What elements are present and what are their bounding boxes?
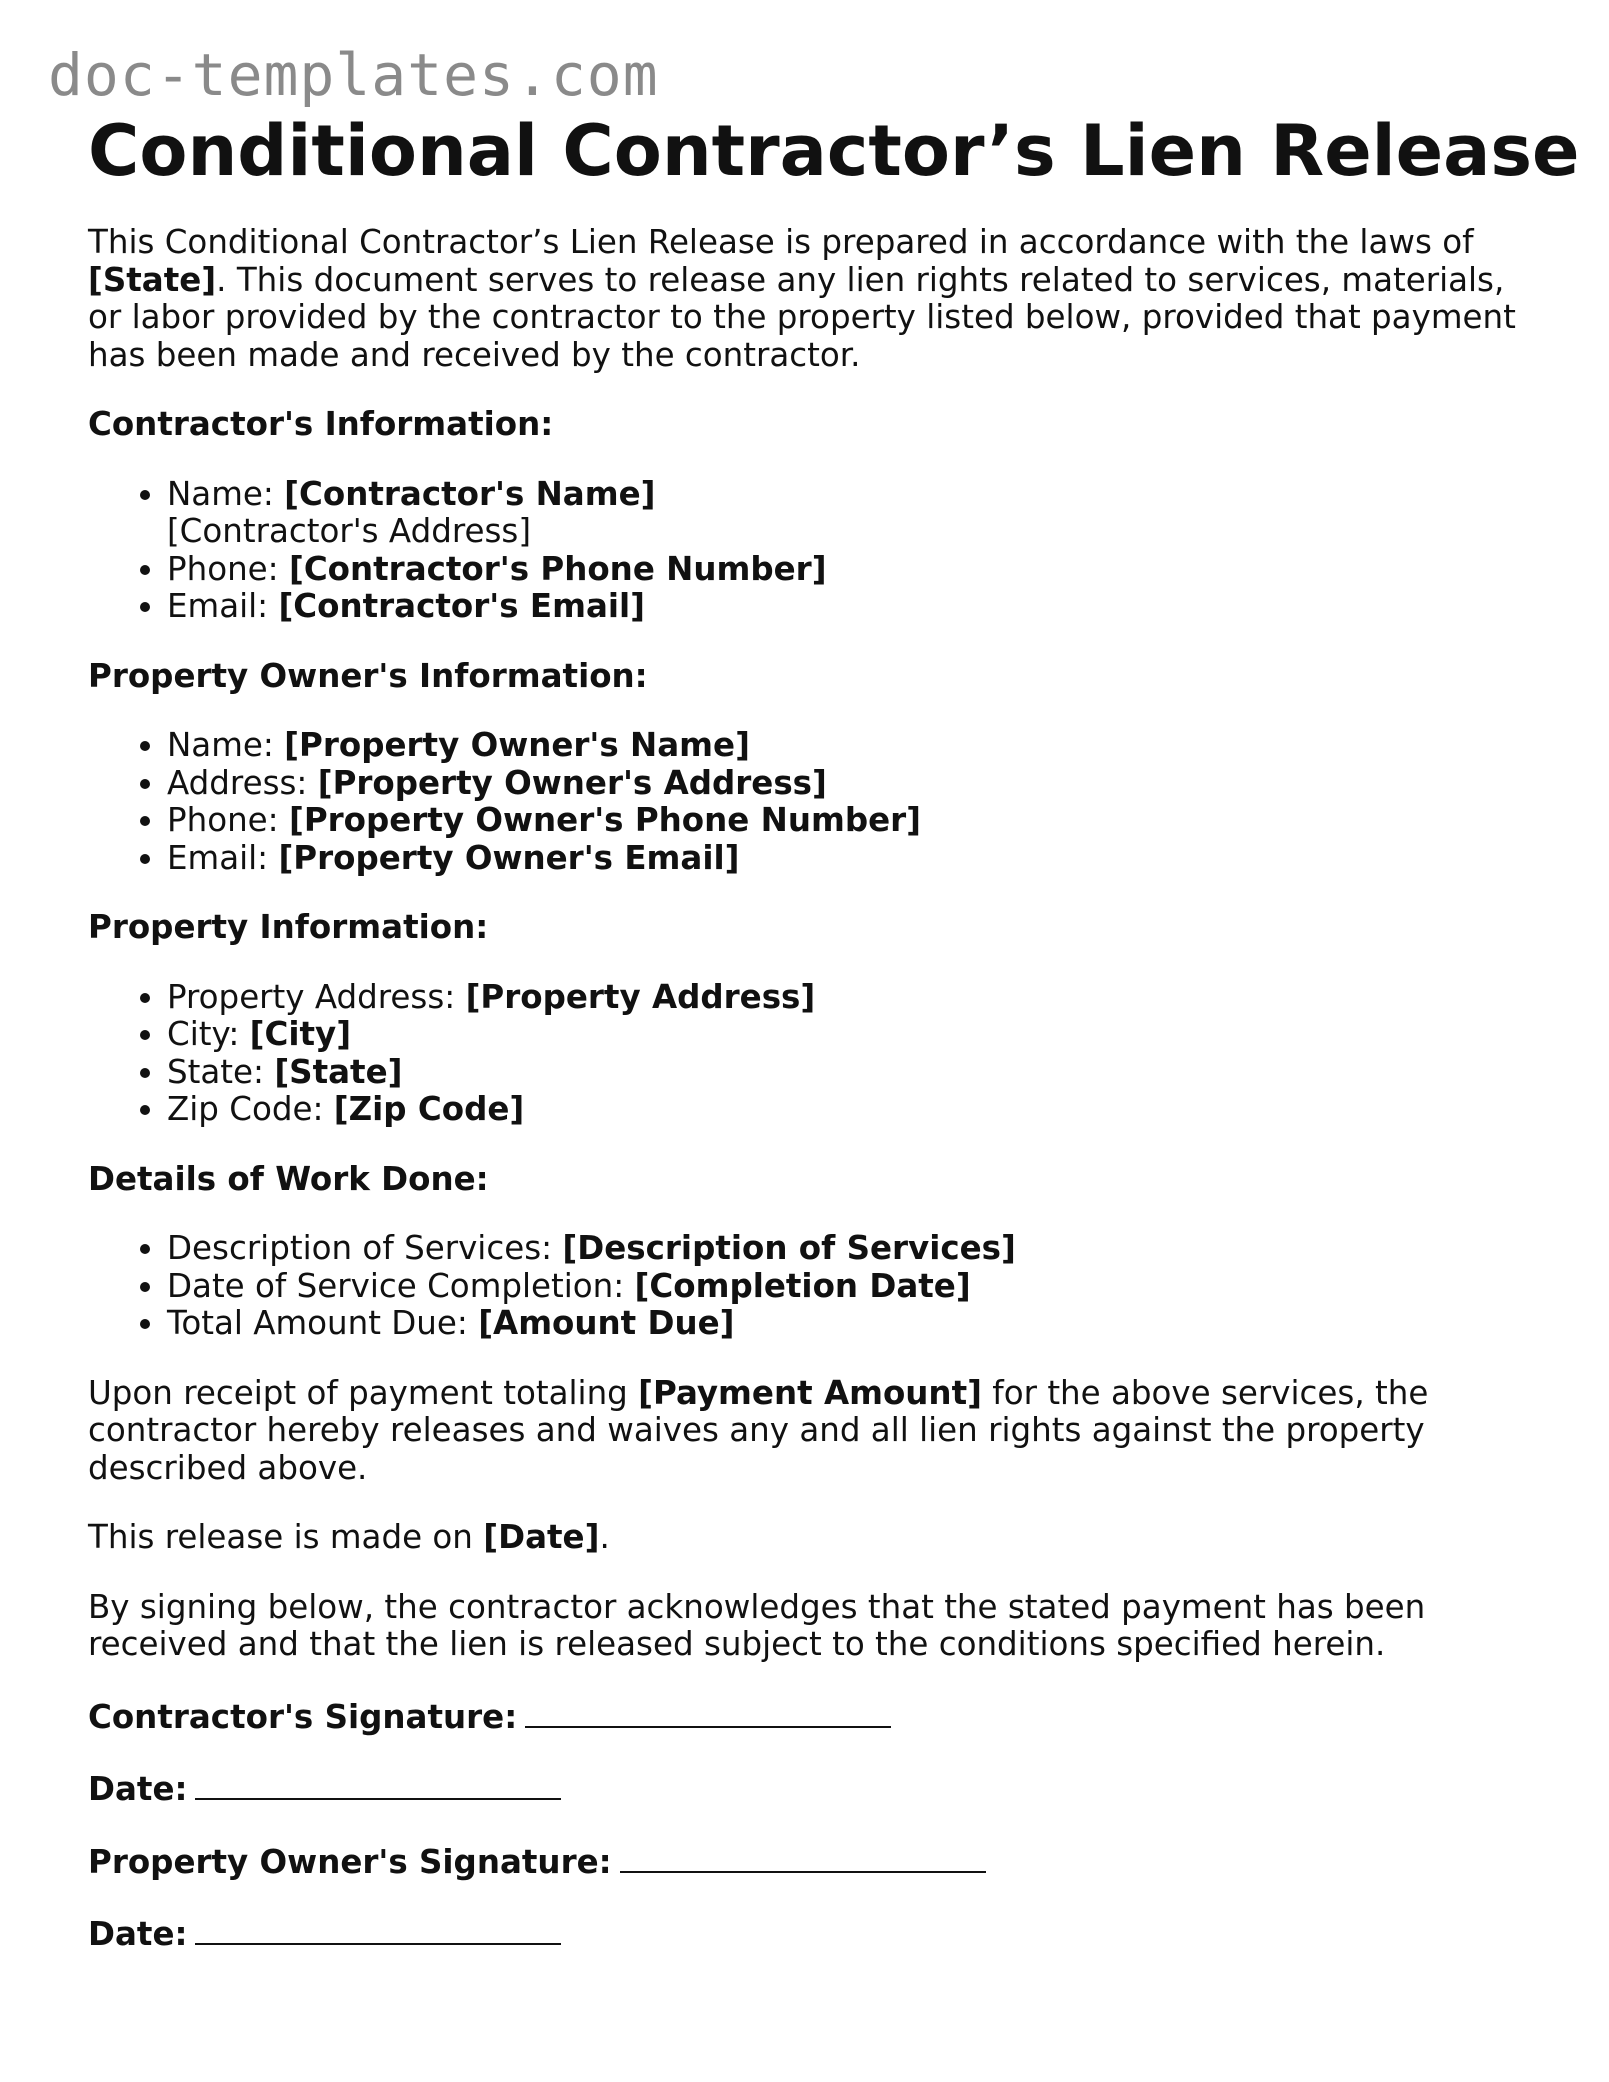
intro-text-start: This Conditional Contractor’s Lien Release is prepared in accordance with the laws of	[88, 223, 1474, 261]
release-date-placeholder: [Date]	[483, 1518, 600, 1556]
list-item	[167, 1054, 1528, 1092]
contractor-signature-row	[88, 1696, 1528, 1737]
owner-info-list	[88, 727, 1528, 877]
contractor-date-line[interactable]	[195, 1768, 561, 1800]
payment-text-end: for the above services, the contractor hereby releases and waives any and all lien rights against the property described above.	[88, 1373, 1429, 1487]
owner-signature-row	[88, 1841, 1528, 1882]
property-state-value: [State]	[274, 1052, 403, 1091]
property-address-value: [Property Address]	[465, 977, 816, 1016]
payment-text-start: Upon receipt of payment totaling	[88, 1373, 639, 1412]
work-amount-label: Total Amount Due:	[167, 1304, 479, 1342]
contractor-email-label: Email:	[167, 587, 279, 625]
acknowledgement-paragraph: By signing below, the contractor acknowledges that the stated payment has been received and that the lien is released subject to the conditions specified herein.	[88, 1587, 1426, 1663]
list-item	[167, 765, 1528, 803]
owner-name-label: Name:	[167, 726, 285, 764]
list-item	[167, 840, 1528, 878]
document-title: Conditional Contractor’s Lien Release	[88, 110, 1580, 192]
property-state-label: State:	[167, 1052, 275, 1091]
owner-date-label: Date:	[88, 1915, 188, 1953]
contractor-signature-label: Contractor's Signature:	[88, 1697, 518, 1736]
contractor-info-heading: Contractor's Information:	[88, 405, 554, 443]
work-amount-value: [Amount Due]	[478, 1304, 735, 1342]
owner-phone-label: Phone:	[167, 801, 289, 839]
work-date-value: [Completion Date]	[634, 1266, 971, 1305]
owner-email-label: Email:	[167, 838, 279, 877]
contractor-info-list	[88, 476, 1528, 626]
owner-signature-line[interactable]	[620, 1841, 986, 1873]
list-item	[167, 979, 1528, 1017]
work-desc-label: Description of Services:	[167, 1229, 563, 1267]
owner-name-value: [Property Owner's Name]	[284, 726, 750, 764]
property-address-label: Property Address:	[167, 977, 466, 1016]
owner-info-heading: Property Owner's Information:	[88, 656, 648, 695]
property-zip-value: [Zip Code]	[333, 1090, 525, 1128]
list-item	[167, 1268, 1528, 1306]
contractor-date-row	[88, 1768, 1528, 1809]
payment-amount-placeholder: [Payment Amount]	[638, 1373, 982, 1412]
property-info-list	[88, 979, 1528, 1129]
owner-signature-label: Property Owner's Signature:	[88, 1842, 612, 1881]
owner-date-line[interactable]	[195, 1913, 561, 1945]
property-info-heading: Property Information:	[88, 908, 489, 946]
list-item	[167, 1305, 1528, 1343]
release-date-text: This release is made on	[88, 1518, 484, 1556]
contractor-signature-line[interactable]	[525, 1696, 891, 1728]
list-item	[167, 1016, 1528, 1054]
owner-date-row	[88, 1913, 1528, 1954]
intro-paragraph	[88, 224, 1528, 374]
property-zip-label: Zip Code:	[167, 1090, 334, 1128]
owner-address-value: [Property Owner's Address]	[317, 763, 827, 802]
list-item	[167, 727, 1528, 765]
intro-text-end: . This document serves to release any lien rights related to services, materials, or labor provided by the contractor to the property listed below, provided that payment has been made and received by the contractor.	[88, 260, 1516, 374]
list-item	[167, 1230, 1528, 1268]
list-item	[167, 1091, 1528, 1129]
owner-email-value: [Property Owner's Email]	[278, 838, 740, 877]
release-date-period: .	[599, 1518, 610, 1556]
contractor-name-value: [Contractor's Name]	[284, 474, 656, 513]
contractor-address-value: [Contractor's Address]	[167, 512, 532, 550]
contractor-email-value: [Contractor's Email]	[278, 587, 646, 625]
contractor-date-label: Date:	[88, 1770, 188, 1808]
contractor-name-label: Name:	[167, 474, 285, 513]
property-city-value: [City]	[249, 1015, 352, 1053]
work-desc-value: [Description of Services]	[562, 1229, 1016, 1267]
list-item	[167, 551, 1528, 589]
list-item	[167, 476, 1528, 551]
contractor-phone-label: Phone:	[167, 549, 289, 588]
document-body	[88, 110, 1580, 1954]
work-date-label: Date of Service Completion:	[167, 1266, 635, 1305]
property-city-label: City:	[167, 1015, 250, 1053]
release-date-paragraph	[88, 1519, 1528, 1557]
owner-phone-value: [Property Owner's Phone Number]	[288, 801, 922, 839]
work-details-heading: Details of Work Done:	[88, 1159, 489, 1198]
site-watermark: doc-templates.com	[48, 41, 659, 109]
payment-paragraph	[88, 1375, 1528, 1488]
contractor-phone-value: [Contractor's Phone Number]	[288, 549, 827, 588]
list-item	[167, 588, 1528, 626]
list-item	[167, 802, 1528, 840]
intro-state-placeholder: [State]	[88, 260, 217, 299]
owner-address-label: Address:	[167, 763, 318, 802]
work-details-list	[88, 1230, 1528, 1343]
